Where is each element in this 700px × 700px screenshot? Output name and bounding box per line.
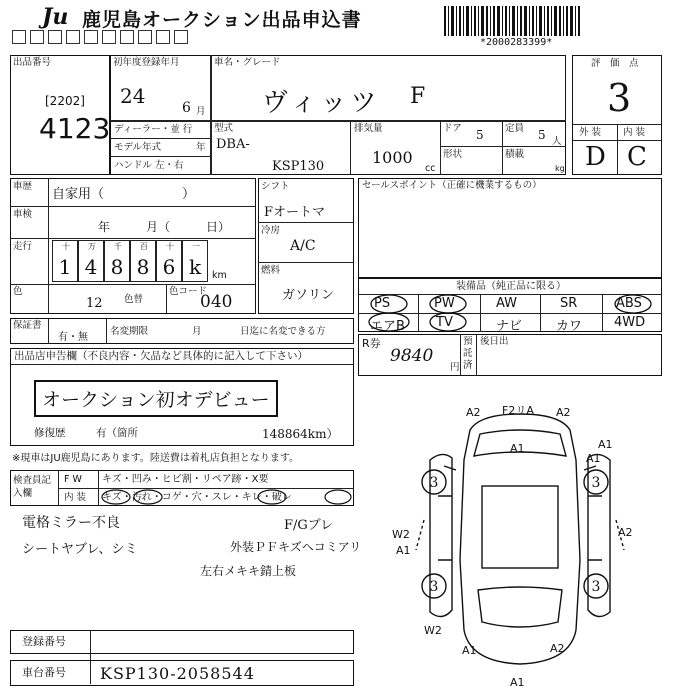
handwritten-note: シートヤブレ、シミ (22, 542, 138, 557)
damage-mark: F2リA (502, 404, 534, 417)
fuel-value: ガソリン (282, 288, 335, 303)
handwritten-note: 外装ＰＦキズヘコミアリ (230, 540, 362, 554)
exterior-grade: D (585, 142, 606, 172)
barcode-number: *2000283399* (480, 37, 553, 48)
equip-item: SR (560, 296, 578, 311)
equip-item: TV (436, 315, 453, 330)
registration-label: 登録番号 (22, 635, 66, 648)
interior-grade: C (627, 142, 647, 172)
handle-label: ハンドル 左・右 (114, 160, 184, 171)
ac-label: 冷房 (261, 225, 281, 236)
tire-mark: 3 (429, 475, 439, 491)
mileage-place-label: 百 (140, 242, 148, 251)
equip-item: PS (374, 296, 391, 311)
mileage-place-label: 千 (114, 242, 122, 251)
score-box (572, 55, 662, 175)
checkbox[interactable] (156, 30, 170, 44)
model-code: KSP130 (272, 159, 325, 174)
warranty-label: 保証書 (13, 320, 42, 331)
reg-year-label: 初年度登録年月 (113, 57, 180, 68)
door-label: ドア (443, 123, 462, 134)
equip-item: エアB (370, 319, 405, 334)
color-code-value: 040 (200, 292, 233, 312)
interior-label: 内 装 (623, 127, 646, 138)
inspector-row2: キズ・汚れ・コゲ・穴・スレ・キレ・破レ (102, 492, 292, 503)
checkbox[interactable] (84, 30, 98, 44)
checkbox[interactable] (48, 30, 62, 44)
period-month: 月 (192, 326, 202, 337)
recycle-unit: 円 (450, 362, 460, 373)
equip-item: PW (434, 296, 455, 311)
warranty-value: 有・無 (58, 332, 88, 343)
equip-item: AW (496, 296, 518, 311)
recycle-later: 後日出 (480, 336, 509, 347)
shape-label: 形状 (443, 149, 463, 160)
score-value: 3 (607, 76, 632, 120)
lot-number: 4123 (39, 112, 111, 145)
equipment-circle-marks (358, 292, 662, 334)
mileage-unit: km (212, 270, 227, 281)
damage-mark: W2 (392, 528, 410, 541)
load-unit: kg (555, 164, 565, 173)
mileage-place-label: 十 (166, 242, 174, 251)
inspector-row1-head: F W (64, 474, 82, 485)
engine-label: 排気量 (354, 123, 383, 134)
color-change-label: 色替 (124, 294, 144, 305)
repair-value: 有（箇所 (96, 427, 138, 439)
mileage-digit-cell: 1 (52, 240, 78, 282)
model-prefix: DBA- (216, 137, 250, 152)
color-code-label: 色コード (169, 286, 208, 297)
equip-item: カワ (556, 319, 583, 334)
tire-mark: 3 (591, 579, 601, 595)
handwritten-note: 左右メキキ錆上板 (200, 564, 297, 578)
car-grade-value: F (410, 84, 426, 109)
shift-value: Fオートマ (264, 205, 326, 220)
engine-unit: cc (425, 163, 436, 174)
damage-mark: A1 (598, 438, 613, 451)
lot-number-label: 出品番号 (13, 57, 52, 68)
equip-item: 4WD (614, 315, 646, 330)
mileage-digit-cell: 8 (130, 240, 156, 282)
damage-mark: A2 (618, 526, 633, 539)
history-value: 自家用（ ） (52, 187, 196, 202)
handwritten-note: 電格ミラー不良 (22, 515, 120, 531)
handwritten-note: F/Gブレ (284, 518, 334, 533)
checkbox[interactable] (102, 30, 116, 44)
dealer-label: ディーラー・並 行 (114, 124, 193, 135)
inspector-row1: キズ・凹み・ヒビ割・リペア跡・X要 (102, 474, 269, 485)
damage-mark: W2 (424, 624, 442, 637)
color-label: 色 (13, 286, 23, 297)
car-name-label: 車名・グレード (214, 57, 281, 68)
inspector-label: 検査員記入欄 (13, 475, 52, 499)
mileage-place-label: 一 (192, 242, 200, 251)
mileage-digit-cell: k (182, 240, 208, 282)
damage-mark: A1 (396, 544, 411, 557)
capacity-label: 定員 (505, 123, 525, 134)
checkbox[interactable] (120, 30, 134, 44)
score-label: 評 価 点 (591, 58, 639, 69)
mileage-note: 148864km） (262, 427, 339, 441)
recycle-value: 9840 (390, 346, 434, 366)
damage-mark: A2 (556, 406, 571, 419)
checkbox[interactable] (30, 30, 44, 44)
checkbox[interactable] (12, 30, 26, 44)
mileage-digit-cell: 8 (104, 240, 130, 282)
inspector-circle-marks (98, 488, 354, 506)
checkbox[interactable] (138, 30, 152, 44)
history-label: 車歴 (13, 181, 33, 192)
tire-mark: 3 (591, 475, 601, 491)
capacity-unit: 人 (552, 136, 562, 147)
shift-label: シフト (261, 181, 290, 192)
damage-mark: A1 (510, 442, 525, 455)
notice-text: ※現車はJU鹿児島にあります。陸送費は着札店負担となります。 (12, 453, 300, 464)
barcode (442, 6, 582, 36)
damage-mark: A1 (510, 676, 525, 689)
form-title: 鹿児島オークション出品申込書 (82, 9, 362, 31)
mileage-digit-cell: 6 (156, 240, 182, 282)
period-note: 日迄に名変できる方 (240, 326, 326, 337)
reg-year-value: 24 (120, 84, 146, 108)
auction-debut-stamp: オークション初オデビュー (34, 380, 278, 417)
recycle-label: R券 (362, 337, 381, 350)
model-year-unit: 年 (196, 142, 206, 153)
mileage-place-label: 万 (88, 242, 96, 251)
capacity-value: 5 (538, 128, 546, 142)
lot-number-box (10, 55, 110, 175)
reg-month-unit: 月 (196, 106, 206, 117)
equip-item: ナビ (496, 319, 523, 334)
car-name-value: ヴィッツ (262, 88, 381, 118)
ac-value: A/C (290, 238, 316, 254)
load-label: 積載 (505, 149, 525, 160)
model-label: 型式 (214, 123, 234, 134)
equip-item: ABS (616, 296, 642, 311)
chassis-value: KSP130-2058544 (100, 664, 255, 683)
tire-mark: 3 (429, 579, 439, 595)
damage-mark: A1 (462, 644, 477, 657)
inspection-label: 車検 (13, 209, 33, 220)
chassis-label: 車台番号 (22, 666, 66, 679)
ju-logo: Ju (42, 4, 69, 30)
reg-month-value: 6 (182, 100, 191, 116)
checkbox[interactable] (174, 30, 188, 44)
damage-mark: A1 (586, 452, 601, 465)
mileage-digit-cell: 4 (78, 240, 104, 282)
mileage-label: 走行 (13, 241, 33, 252)
equipment-title: 装備品（純正品に限る） (456, 281, 566, 292)
period-label: 名変期限 (110, 326, 149, 337)
sales-point-label: セールスポイント（正確に機業するもの） (362, 180, 542, 191)
damage-mark: A2 (550, 642, 565, 655)
engine-value: 1000 (372, 148, 413, 167)
recycle-deposit: 預託済 (463, 336, 473, 371)
fuel-label: 燃料 (261, 265, 281, 276)
mileage-place-label: 十 (62, 242, 70, 251)
door-value: 5 (476, 128, 484, 142)
sales-point-box (358, 178, 662, 278)
car-damage-diagram (390, 400, 650, 690)
lot-sub-number: [2202] (45, 94, 85, 108)
inspector-row2-head: 内 装 (64, 492, 87, 503)
checkbox[interactable] (66, 30, 80, 44)
report-label: 出品店申告欄（不良内容・欠品など具体的に記入して下さい） (14, 350, 308, 362)
repair-label: 修復歴 (34, 427, 66, 439)
color-value: 12 (86, 296, 103, 311)
model-year-label: モデル年式 (114, 142, 162, 153)
exterior-label: 外 装 (579, 127, 602, 138)
damage-mark: A2 (466, 406, 481, 419)
inspection-value: 年 月（ 日） (98, 220, 231, 234)
